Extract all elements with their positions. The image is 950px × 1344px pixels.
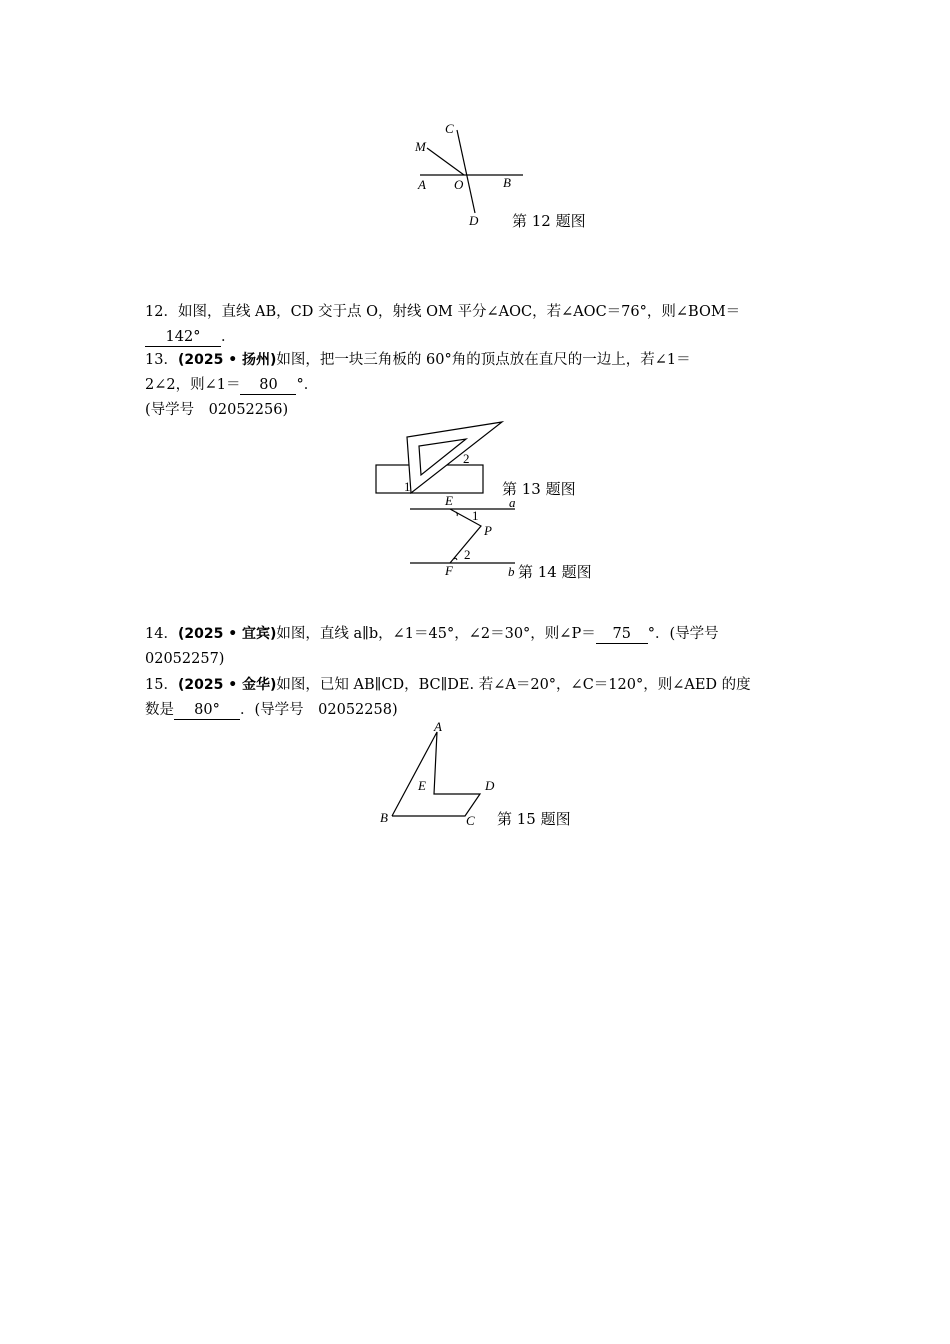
figure-14-caption: 第 14 题图 xyxy=(518,563,592,581)
label-b: B xyxy=(503,175,511,190)
q14-answer: 75 xyxy=(596,625,648,644)
label-1: 1 xyxy=(472,508,479,523)
q15-post: ．(导学号 02052258) xyxy=(240,702,398,718)
figure-15-caption: 第 15 题图 xyxy=(497,810,571,828)
q14-text: 如图，直线 a∥b，∠1＝45°，∠2＝30°，则∠P＝ xyxy=(276,626,596,642)
figure-14-diagram xyxy=(405,493,520,583)
q12-line1 xyxy=(145,300,810,324)
label-1: 1 xyxy=(404,479,411,494)
q13-source: (2025 • 扬州) xyxy=(177,352,277,368)
figure-13 xyxy=(370,415,505,500)
q13-ref: (导学号 02052256) xyxy=(145,402,289,418)
q13-answer: 80 xyxy=(240,376,296,395)
figure-15 xyxy=(375,715,495,830)
figure-15-diagram xyxy=(375,715,495,830)
q14-num: 14． xyxy=(145,626,178,642)
label-o: O xyxy=(454,177,464,192)
label-a: A xyxy=(418,177,426,192)
figure-12-caption: 第 12 题图 xyxy=(512,212,586,230)
label-e: E xyxy=(445,493,453,508)
q13-line2 xyxy=(145,373,810,397)
q13-line1 xyxy=(145,348,810,372)
label-a: a xyxy=(509,495,516,510)
label-m: M xyxy=(415,139,426,154)
q13-num: 13． xyxy=(145,352,178,368)
label-d: D xyxy=(469,213,479,228)
q13-text: 如图，把一块三角板的 60°角的顶点放在直尺的一边上，若∠1＝ xyxy=(276,352,691,368)
label-2: 2 xyxy=(464,547,471,562)
q14-line1 xyxy=(145,622,810,646)
label-f: F xyxy=(445,563,453,578)
label-p: P xyxy=(484,523,492,538)
q12-answer: 142° xyxy=(145,328,221,347)
label-e: E xyxy=(418,778,426,793)
label-b: B xyxy=(380,810,388,825)
q14-ref: 02052257) xyxy=(145,651,225,667)
label-d: D xyxy=(485,778,495,793)
label-a: A xyxy=(434,719,442,734)
q15-answer: 80° xyxy=(174,701,240,720)
label-c: C xyxy=(466,813,475,828)
label-c: C xyxy=(445,121,454,136)
figure-13-caption: 第 13 题图 xyxy=(502,480,576,498)
q13-post: °． xyxy=(296,377,319,393)
q14-line2 xyxy=(145,647,810,671)
figure-13-diagram xyxy=(370,415,505,500)
figure-14 xyxy=(405,493,520,583)
q15-text2: 数是 xyxy=(145,702,174,718)
q15-num: 15． xyxy=(145,677,178,693)
q15-line1 xyxy=(145,673,810,697)
q13-text2: 2∠2，则∠1＝ xyxy=(145,377,241,393)
q12-text: 12．如图，直线 AB，CD 交于点 O，射线 OM 平分∠AOC，若∠AOC＝76°，则∠BOM＝ xyxy=(145,304,741,320)
q12-tail: ． xyxy=(221,329,236,345)
q14-source: (2025 • 宜宾) xyxy=(177,626,277,642)
q15-text: 如图，已知 AB∥CD，BC∥DE. 若∠A＝20°，∠C＝120°，则∠AED 的度 xyxy=(276,677,751,693)
label-b: b xyxy=(508,564,515,579)
q14-post: °．(导学号 xyxy=(647,626,719,642)
q15-source: (2025 • 金华) xyxy=(177,677,277,693)
q12-line2 xyxy=(145,325,810,349)
label-2: 2 xyxy=(463,451,470,466)
